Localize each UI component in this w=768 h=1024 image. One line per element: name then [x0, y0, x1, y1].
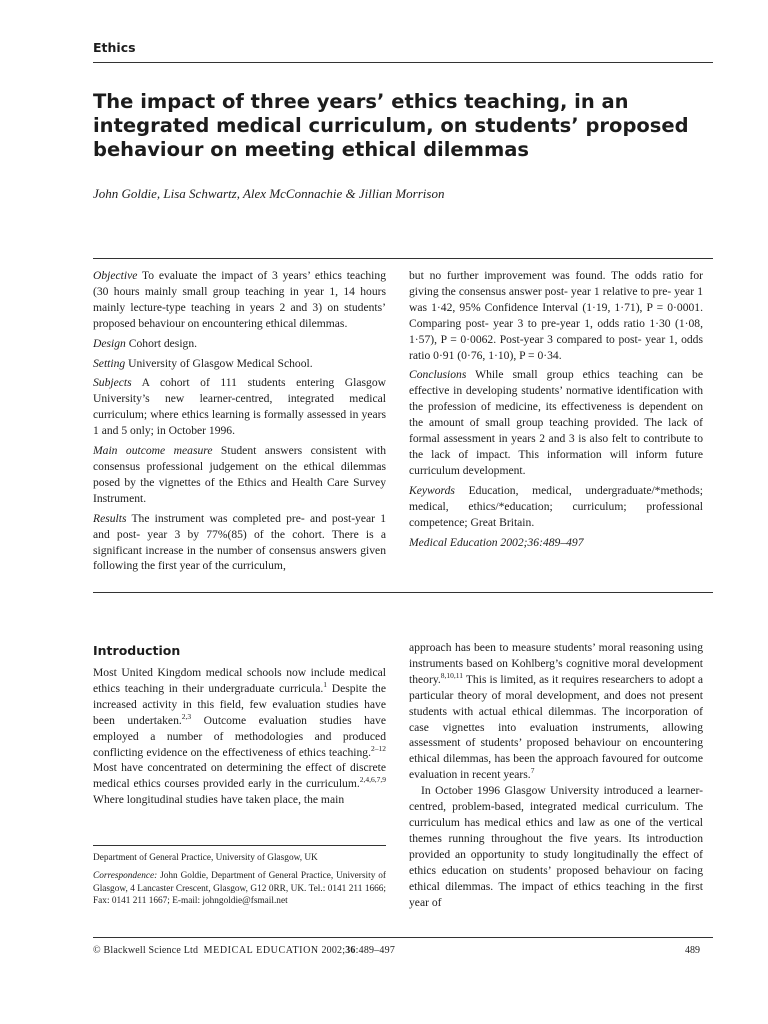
abstract-left-column — [93, 268, 386, 578]
citation-sup: 2,3 — [181, 711, 192, 721]
outcome-text: Student answers consistent with consensus professional judgement on the ethical dilemmas posed by the vignettes of the Ethics and Health Care Survey Instrument. — [93, 444, 386, 505]
footnote-rule — [93, 845, 386, 846]
abstract-keywords — [409, 483, 703, 531]
intro-text-d: Most have concentrated on determining the effect of discrete medical ethics courses provided early in the curriculum. — [93, 761, 386, 791]
keywords-text: Education, medical, undergraduate/*methods; medical, ethics/*education; curriculum; professional competence; Great Britain. — [409, 483, 703, 529]
abstract-results — [93, 511, 386, 575]
setting-text: University of Glasgow Medical School. — [128, 356, 313, 370]
intro-text-e: Where longitudinal studies have taken place, the main — [93, 793, 345, 807]
footer-volume: 36 — [345, 945, 356, 956]
objective-label: Objective — [93, 269, 138, 282]
citation-sup: 2,4,6,7,9 — [359, 775, 386, 785]
abstract-subjects — [93, 375, 386, 439]
outcome-label: Main outcome measure — [93, 444, 213, 458]
abstract-setting — [93, 356, 386, 372]
keywords-label: Keywords — [409, 483, 455, 497]
intro-text-a: Most United Kingdom medical schools now include medical ethics teaching in their undergraduate curricula. — [93, 666, 386, 695]
conclusions-text: While small group ethics teaching can be effective in developing students’ normative identification with the profession of medicine, its effectiveness is dependent on the amount of small group teaching provided. The lack of formal assessment in years 2 and 3 is also felt to contribute to the lack of impact. This information will inform future curriculum development. — [409, 368, 703, 477]
abstract-outcome — [93, 443, 386, 507]
introduction-right-text — [409, 640, 703, 910]
design-label: Design — [93, 336, 126, 350]
setting-label: Setting — [93, 356, 126, 370]
abstract-top-rule — [93, 258, 713, 259]
copyright-text: © Blackwell Science Ltd — [93, 945, 199, 956]
abstract-conclusions — [409, 367, 703, 478]
introduction-left-text — [93, 665, 386, 808]
intro-right-paragraph-2: In October 1996 Glasgow University introduced a learner-centred, problem-based, integrated medical curriculum. The curriculum has medical ethics and law as one of the vertical themes running throughout the five years. Its introduction provided an opportunity to study longitudinally the effect of ethics education on students’ proposed behaviour on facing ethical dilemmas. The impact of ethics teaching in the first year of — [409, 784, 703, 909]
intro-right-paragraph-1 — [409, 640, 703, 783]
conclusions-label: Conclusions — [409, 368, 467, 382]
results-label: Results — [93, 511, 127, 525]
abstract-citation: Medical Education 2002;36:489–497 — [409, 535, 584, 549]
introduction-heading: Introduction — [93, 643, 181, 658]
results-text: The instrument was completed pre- and post-year 1 and post- year 3 by 77%(85) of the cohort. There is a significant increase in the number of consensus answers given following the first year of the curriculum, — [93, 511, 386, 573]
footer-year: 2002; — [321, 945, 346, 956]
citation-sup: 8,10,11 — [440, 670, 463, 680]
header-rule — [93, 62, 713, 63]
footer-rule — [93, 937, 713, 938]
citation-sup: 7 — [530, 766, 535, 776]
journal-name: MEDICAL EDUCATION — [203, 945, 319, 956]
article-title: The impact of three years’ ethics teaching, in an integrated medical curriculum, on students’ proposed behaviour on meeting ethical dilemmas — [93, 90, 689, 161]
author-list: John Goldie, Lisa Schwartz, Alex McConnachie & Jillian Morrison — [93, 186, 445, 201]
abstract-right-column — [409, 268, 703, 554]
section-label: Ethics — [93, 40, 136, 55]
abstract-objective — [93, 268, 386, 332]
correspondence-text: John Goldie, Department of General Practice, University of Glasgow, 4 Lancaster Crescent, Glasgow, G12 0RR, UK. Tel.: 0141 211 1666; Fax: 0141 211 1667; E-mail: johngoldie@fsmail.net — [93, 871, 386, 906]
abstract-design — [93, 336, 386, 352]
abstract-results-continued: but no further improvement was found. The odds ratio for giving the consensus answer post- year 1 relative to pre- year 1 was 1·42, 95% Confidence Interval (1·19, 1·71), P = 0·0001. Comparing post- year 3 to pre-year 1, odds ratio 1·30 (1·08, 1·57), P = 0·0062. Post-year 3 compared to post- year 1, odds ratio 0·91 (0·76, 1·10), P = 0·34. — [409, 269, 703, 362]
page-number: 489 — [685, 945, 700, 956]
correspondence-note — [93, 870, 386, 908]
correspondence-label: Correspondence: — [93, 871, 158, 881]
design-text: Cohort design. — [128, 336, 198, 350]
intro-text-c: Outcome evaluation studies have employed a number of methodologies and produced conflicting evidence on the effectiveness of ethics teaching. — [93, 713, 386, 759]
footer-pages: :489–497 — [355, 945, 396, 956]
citation-sup: 1 — [323, 679, 328, 689]
footer-citation — [93, 945, 395, 956]
abstract-bottom-rule — [93, 592, 713, 593]
intro-right-text-b: This is limited, as it requires researchers to adopt a particular theory of moral development, and does not present students with actual ethical dilemmas. The incorporation of case vignettes into evaluation instruments, allowing assessment of students’ proposed behaviour on encountering ethical dilemmas, has been the approach favoured for outcome evaluation in recent years. — [409, 672, 703, 782]
objective-text: To evaluate the impact of 3 years’ ethics teaching (30 hours mainly small group teaching in year 1, 14 hours mainly lecture-type teaching in years 2 and 3) on students’ proposed behaviour on encountering ethical dilemmas. — [93, 269, 386, 330]
subjects-text: A cohort of 111 students entering Glasgow University’s new learner-centred, integrated medical curriculum; where ethics learning is formally assessed in years 1 and 5 only; in October 1996. — [93, 376, 386, 438]
citation-sup: 2–12 — [371, 743, 386, 753]
affiliation-note: Department of General Practice, University of Glasgow, UK — [93, 853, 318, 863]
intro-right-text-a: approach has been to measure students’ moral reasoning using instruments based on Kohlberg’s cognitive moral development theory. — [409, 641, 703, 686]
subjects-label: Subjects — [93, 376, 132, 390]
intro-text-b: Despite the increased activity in this field, few evaluation studies have been undertaken. — [93, 681, 386, 727]
